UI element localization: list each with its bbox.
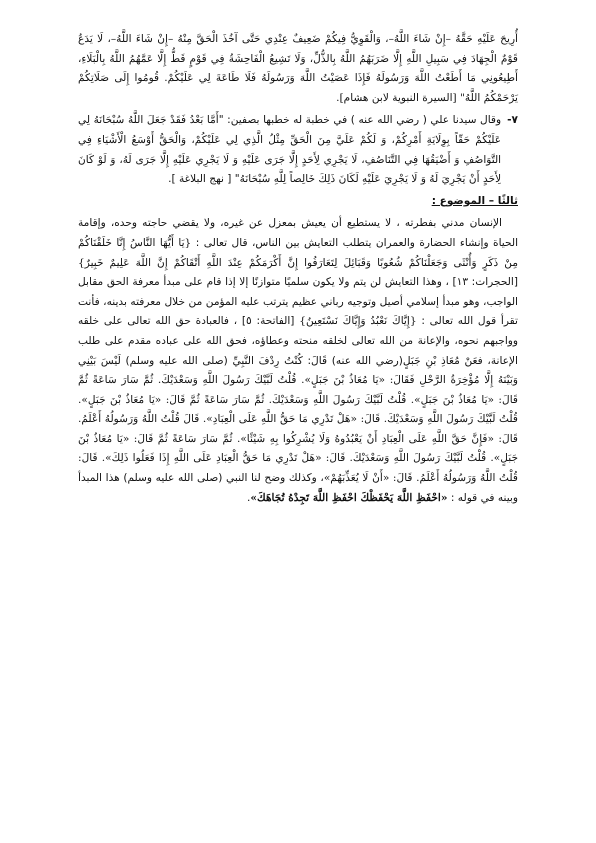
quran-verse: {يَا أَيُّهَا النَّاسُ إِنَّا خَلَقْنَاكُمْ مِنْ ذَكَرٍ وَأُنْثَى وَجَعَلْنَاكُمْ شُعُوبًا وَقَبَائِلَ لِتَعَارَفُوا إِنَّ أَكْرَمَكُمْ عِنْدَ اللَّهِ أَتْقَاكُمْ إِنَّ اللَّهَ عَلِيمٌ خَبِيرٌ} xyxy=(78,236,518,269)
item-7-quote: أَمَّا بَعْدُ فَقَدْ جَعَلَ اللَّهُ سُبْحَانَهُ لِي عَلَيْكُمْ حَقّاً بِوِلَايَةِ أَمْرِكُمْ، وَ لَكُمْ عَلَيَّ مِنَ الْحَقِّ مِثْلُ الَّذِي لِي عَلَيْكُمْ، وَالْحَقُّ أَوْسَعُ الْأَشْيَاءِ فِي التَّوَاصُفِ وَ أَضْيَقُهَا فِي التَّنَاصُفِ، لَا يَجْرِي لِأَحَدٍ إِلَّا جَرَى عَلَيْهِ وَ لَا يَجْرِي عَلَيْهِ إِلَّا جَرَى لَهُ، وَ لَوْ كَانَ لِأَحَدٍ أَنْ يَجْرِيَ لَهُ وَ لَا يَجْرِيَ عَلَيْهِ لَكَانَ ذَلِكَ خَالِصاً لِلَّهِ سُبْحَانَهُ xyxy=(78,114,502,186)
paragraph-text: (صلى الله عليه وسلم) xyxy=(120,354,233,367)
item-7-lead: وقال سيدنا علي ( رضي الله عنه ) في خطبة له خطبها بصفين: " xyxy=(218,114,502,127)
hadith-text: «احْفَظِ اللَّهَ يَحْفَظْكَ احْفَظِ اللَّهَ تَجِدْهُ تُجَاهَكَ» xyxy=(250,491,448,504)
intro-source: [السيرة النبوية لابن هشام]. xyxy=(336,91,457,104)
intro-quote: أُرِيحَ عَلَيْهِ حَقَّهُ –إِنْ شَاءَ اللَّهُ–، وَالْقَوِيُّ فِيكُمْ ضَعِيفٌ عِنْدِي حَتَّى آخُذَ الْحَقَّ مِنْهُ –إِنْ شَاءَ اللَّهُ–، لَا يَدَعُ قَوْمٌ الْجِهَادَ فِي سَبِيلِ اللَّهِ إِلَّا ضَرَبَهُمُ اللَّهُ بِالذُّلِّ، وَلَا تَشِيعُ الْفَاحِشَةُ فِي قَوْمٍ قَطُّ إِلَّا عَمَّهُمُ اللَّهُ بِالْبَلَاءِ، أَطِيعُونِي مَا أَطَعْتُ اللَّهَ وَرَسُولَهُ فَإِذَا عَصَيْتُ اللَّهَ وَرَسُولَهُ فَلَا طَاعَةَ لِي عَلَيْكُمْ. قُومُوا إِلَى صَلَاتِكُمْ يَرْحَمْكُمُ اللَّهُ" xyxy=(78,33,518,104)
paragraph-text: [الفاتحة: ٥] ، فالعبادة حق الله تعالى على خلقه وواجبهم نحوه، والإعانة من الله تعالى لخلقه منحته وعطاؤه، فحق الله على عباده مقدم على طلب الإعانة، فعَنْ مُعَاذِ بْنِ جَبَلٍ(رضي الله عنه) قَالَ: xyxy=(78,315,518,367)
hadith-text: كُنْتُ رِدْفَ النَّبِيِّ xyxy=(232,354,303,367)
paragraph-text: ، وكذلك وضح لنا النبي (صلى الله عليه وسلم) هذا المبدأ وبينه في قوله : xyxy=(78,472,518,504)
body-paragraph xyxy=(78,214,518,508)
paragraph-text: . xyxy=(247,491,251,504)
document-page xyxy=(78,30,518,508)
item-7-source: " [ نهج البلاغة ]. xyxy=(168,173,240,186)
list-item-7 xyxy=(78,111,518,189)
paragraph-text: [الحجرات: ١٣] ، وهذا التعايش لن يتم ولا يكون سلميًا متوازنًا إلا إذا قام على مبدأ معرفة الحق مقابل الواجب، وهو مبدأ إسلامي أصيل وتوجيه رباني عظيم يترتب عليه المؤمن من خلال معرفته بدينه، فأنت تقرأ قول الله تعالى : xyxy=(78,276,518,328)
hadith-text: لَيْسَ بَيْنِي وَبَيْنَهُ إِلَّا مُؤْخِرَةُ الرَّحْلِ فَقَالَ: «يَا مُعَاذُ بْنَ جَبَلٍ». قُلْتُ لَبَّيْكَ رَسُولَ اللَّهِ وَسَعْدَيْكَ. ثُمَّ سَارَ سَاعَةً ثُمَّ قَالَ: «يَا مُعَاذُ بْنَ جَبَلٍ». قُلْتُ لَبَّيْكَ رَسُولَ اللَّهِ وَسَعْدَيْكَ. ثُمَّ سَارَ سَاعَةً ثُمَّ قَالَ: «يَا مُعَاذُ بْنَ جَبَلٍ». قُلْتُ لَبَّيْكَ رَسُولَ اللَّهِ وَسَعْدَيْكَ. قَالَ: «هَلْ تَدْرِي مَا حَقُّ اللَّهِ عَلَى الْعِبَادِ». قَالَ قُلْتُ اللَّهُ وَرَسُولُهُ أَعْلَمُ. قَالَ: «فَإِنَّ حَقَّ اللَّهِ عَلَى الْعِبَادِ أَنْ يَعْبُدُوهُ وَلَا يُشْرِكُوا بِهِ شَيْئًا». ثُمَّ سَارَ سَاعَةً ثُمَّ قَالَ: «يَا مُعَاذُ بْنَ جَبَلٍ». قُلْتُ لَبَّيْكَ رَسُولَ اللَّهِ وَسَعْدَيْكَ. قَالَ: «هَلْ تَدْرِي مَا حَقُّ الْعِبَادِ عَلَى اللَّهِ إِذَا فَعَلُوا ذَلِكَ». قَالَ: قُلْتُ اللَّهُ وَرَسُولُهُ أَعْلَمُ. قَالَ: «أَنْ لَا يُعَذِّبَهُمْ» xyxy=(78,354,518,485)
quran-verse: {إِيَّاكَ نَعْبُدُ وَإِيَّاكَ نَسْتَعِينُ} xyxy=(299,315,417,328)
section-heading: ثالثًا – الموضوع : xyxy=(431,194,518,207)
intro-paragraph xyxy=(78,30,518,108)
item-7-text xyxy=(78,111,501,189)
item-number: ٧- xyxy=(507,114,518,127)
paragraph-text: الإنسان مدني بفطرته ، لا يستطيع أن يعيش بمعزل عن غيره، ولا يقضي حاجته وحده، وإقامة الحياة وإنشاء الحضارة والعمران يتطلب التعايش بين الناس، قال تعالى : xyxy=(78,217,519,249)
